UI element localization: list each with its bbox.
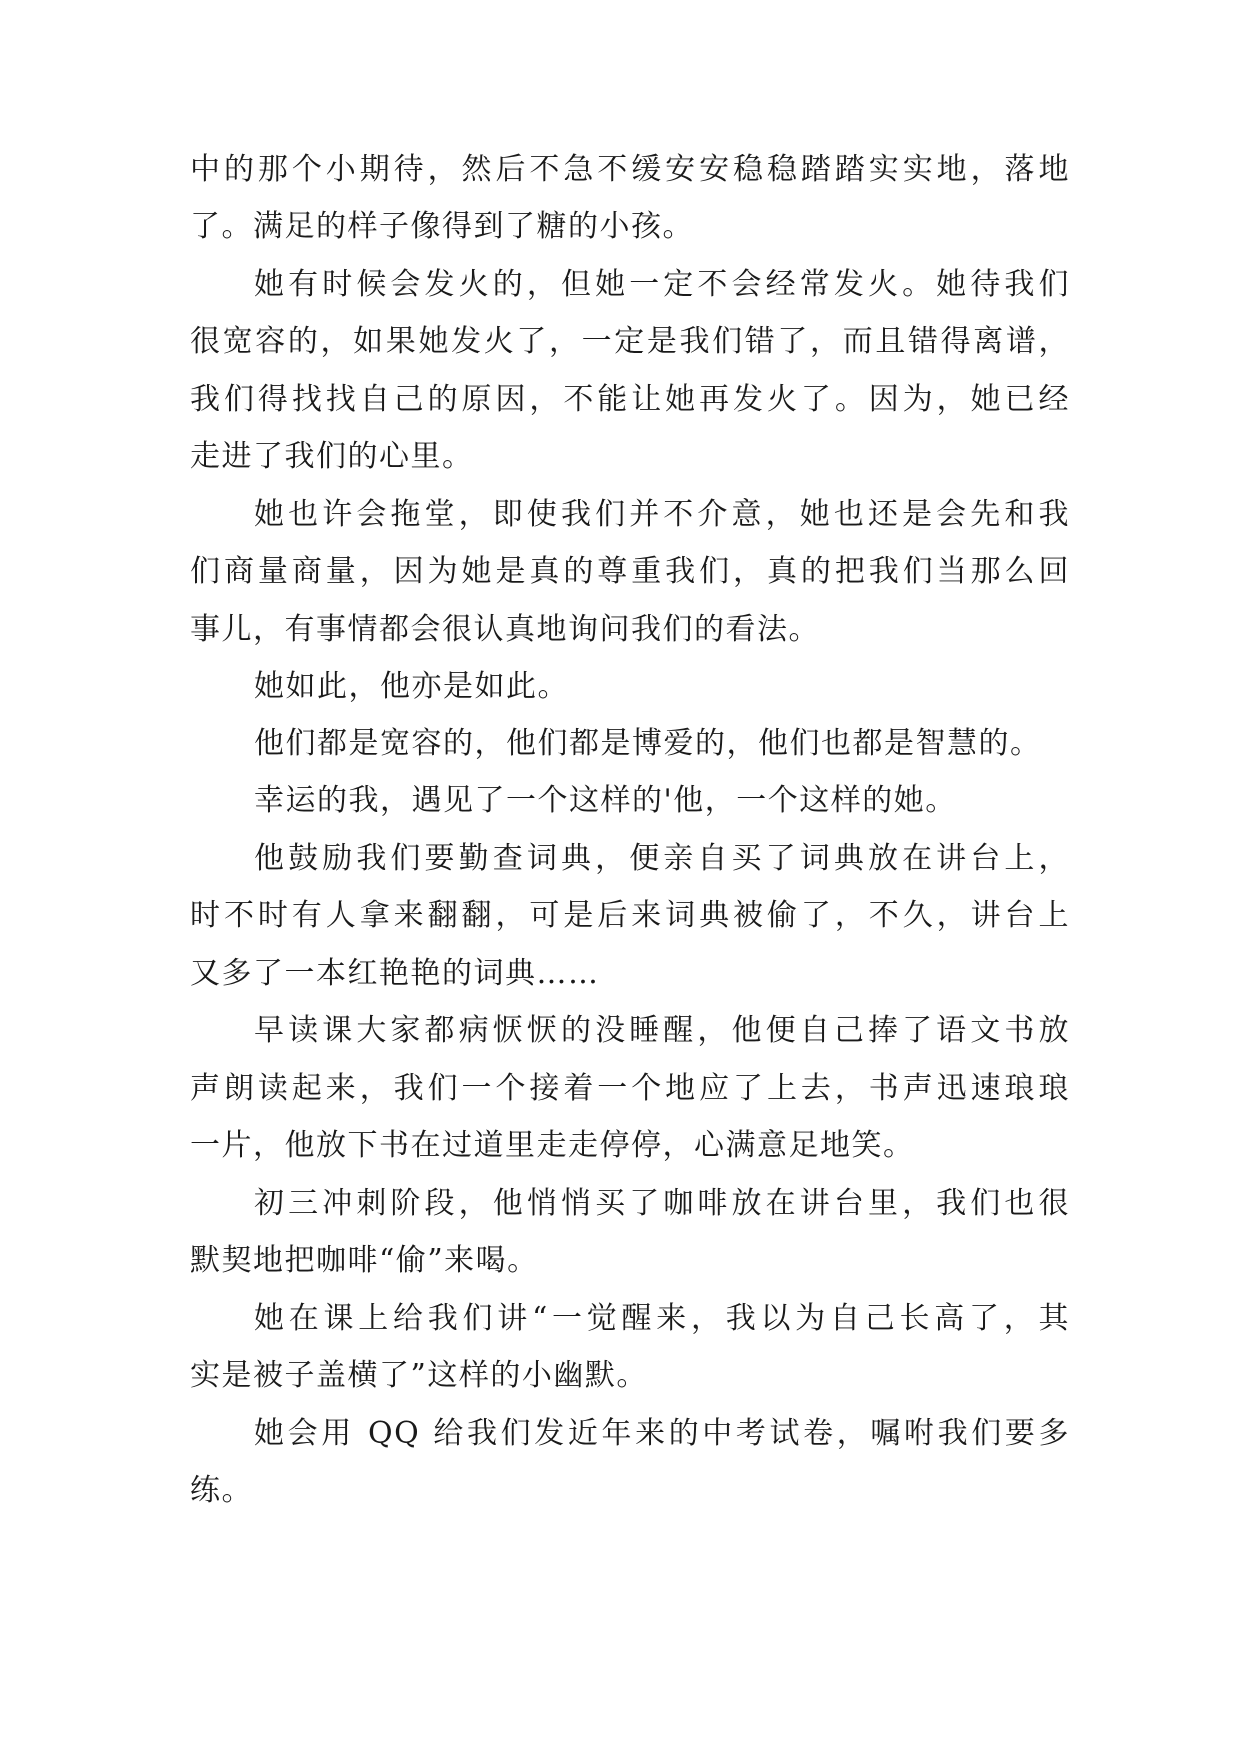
text-line: 实是被子盖横了”这样的小幽默。	[190, 1358, 648, 1393]
text-line: 了。满足的样子像得到了糖的小孩。	[190, 209, 694, 244]
text-line: 默契地把咖啡“偷”来喝。	[190, 1243, 539, 1278]
paragraph-first-line: 早读课大家都病恹恹的没睡醒，他便自己捧了语文书放	[254, 1013, 1070, 1048]
text-line: 又多了一本红艳艳的词典……	[190, 956, 600, 991]
text-line: 我们得找找自己的原因，不能让她再发火了。因为，她已经	[190, 382, 1070, 417]
text-line: 中的那个小期待，然后不急不缓安安稳稳踏踏实实地，落地	[190, 152, 1070, 187]
paragraph-first-line: 她也许会拖堂，即使我们并不介意，她也还是会先和我	[254, 497, 1070, 532]
paragraph-first-line: 她会用 QQ 给我们发近年来的中考试卷，嘱咐我们要多	[254, 1416, 1070, 1451]
text-line: 很宽容的，如果她发火了，一定是我们错了，而且错得离谱，	[190, 324, 1070, 359]
text-line: 走进了我们的心里。	[190, 439, 474, 474]
paragraph-first-line: 她有时候会发火的，但她一定不会经常发火。她待我们	[254, 267, 1070, 302]
paragraph-first-line: 初三冲刺阶段，他悄悄买了咖啡放在讲台里，我们也很	[254, 1186, 1070, 1221]
text-line: 声朗读起来，我们一个接着一个地应了上去，书声迅速琅琅	[190, 1071, 1070, 1106]
paragraph-first-line: 他鼓励我们要勤查词典，便亲自买了词典放在讲台上，	[254, 841, 1070, 876]
text-line: 事儿，有事情都会很认真地询问我们的看法。	[190, 612, 820, 647]
paragraph-first-line: 他们都是宽容的，他们都是博爱的，他们也都是智慧的。	[254, 726, 1042, 761]
text-line: 一片，他放下书在过道里走走停停，心满意足地笑。	[190, 1128, 915, 1163]
text-line: 练。	[190, 1473, 253, 1508]
text-line: 时不时有人拿来翻翻，可是后来词典被偷了，不久，讲台上	[190, 898, 1070, 933]
paragraph-first-line: 幸运的我，遇见了一个这样的'他，一个这样的她。	[254, 783, 957, 818]
paragraph-first-line: 她在课上给我们讲“一觉醒来，我以为自己长高了，其	[254, 1301, 1070, 1336]
paragraph-first-line: 她如此，他亦是如此。	[254, 669, 569, 704]
text-line: 们商量商量，因为她是真的尊重我们，真的把我们当那么回	[190, 554, 1070, 589]
